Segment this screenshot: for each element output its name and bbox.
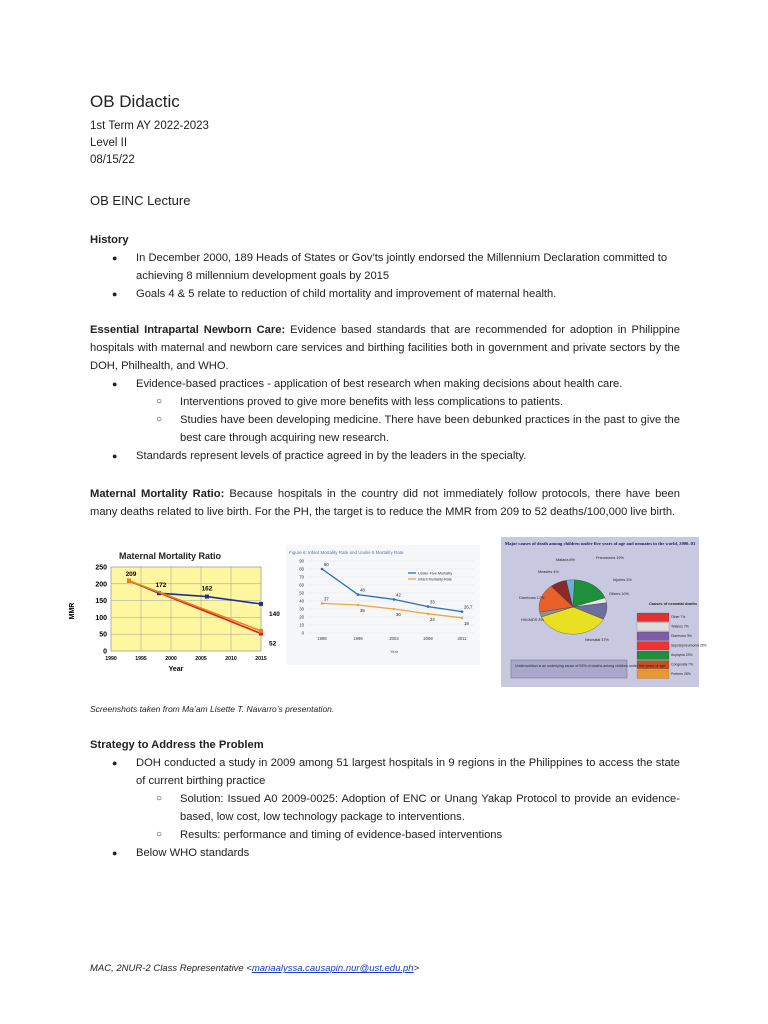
list-item: ● DOH conducted a study in 2009 among 51 largest hospitals in 9 regions in the Philippines to access the state of current birthing practice [112, 757, 680, 787]
data-label: 19 [464, 620, 469, 626]
strategy-heading: Strategy to Address the Problem [90, 739, 264, 751]
data-label: 37 [324, 596, 329, 602]
y-tick-label: 10 [299, 622, 304, 628]
data-label: 209 [125, 570, 137, 578]
side-label: Other 7% [671, 615, 686, 619]
data-point [427, 613, 430, 616]
mmr-chart [66, 545, 280, 675]
level-line: Level II [90, 137, 128, 149]
plot-area [111, 567, 261, 651]
y-tick-label: 80 [299, 566, 304, 572]
causes-of-death-chart [501, 537, 707, 687]
y-tick-label: 60 [299, 582, 304, 588]
data-label: 80 [324, 562, 329, 567]
einc-list-2 [90, 447, 680, 465]
chart-title: Maternal Mortality Ratio [118, 551, 222, 561]
slice-label: Injuries 3% [613, 578, 632, 582]
data-label: 30 [396, 612, 401, 617]
slice-label: Pneumonia 19% [596, 556, 624, 560]
side-label: Congenital 7% [671, 662, 694, 667]
figure-caption: Screenshots taken from Ma’am Lisette T. Navarro’s presentation. [90, 704, 335, 714]
date-line: 08/15/22 [90, 154, 135, 166]
slice-label: Diarrhoea 17% [519, 596, 545, 600]
data-label: 48 [360, 587, 365, 593]
slice-label: Malaria 8% [556, 558, 575, 562]
data-point [357, 604, 360, 607]
data-label: 33 [430, 599, 435, 605]
einc-section [90, 321, 680, 465]
lecture-subtitle: OB EINC Lecture [90, 193, 191, 208]
chart-background [286, 545, 480, 665]
strategy-section [90, 736, 680, 862]
strategy-list [90, 754, 680, 790]
y-tick-label: 40 [299, 598, 304, 604]
document-meta [90, 118, 209, 169]
list-item: ● Below WHO standards [112, 847, 250, 859]
list-item: ● Evidence-based practices - application of best research when making decisions about health care. [112, 378, 623, 390]
chart-title: Major causes of death among children under five years of age and neonates in the world, 2000–03 [504, 541, 696, 546]
data-label: 26.7 [464, 604, 473, 610]
x-axis-label: Year [389, 649, 399, 654]
data-label: 24 [430, 616, 435, 622]
list-item: ● Standards represent levels of practice agreed in by the leaders in the specialty. [112, 450, 527, 462]
slice-label: Neonatal 37% [585, 638, 609, 642]
x-tick-label: 2010 [225, 656, 237, 662]
y-tick-label: 50 [299, 590, 304, 596]
y-tick-label: 20 [299, 614, 304, 620]
data-point [393, 598, 396, 601]
slice-label: HIV/AIDS 3% [521, 618, 544, 622]
x-tick-label: 2000 [165, 656, 177, 662]
mmr-section [90, 485, 680, 521]
x-tick-label: 1990 [105, 656, 117, 662]
data-point [127, 579, 131, 583]
side-label: Asphyxia 23% [671, 653, 693, 657]
y-tick-label: 0 [103, 648, 107, 656]
x-axis-label: Year [168, 666, 184, 673]
x-tick-label: 2011 [457, 636, 467, 641]
chart-title: Figure 6: Infant Mortality Rate and Under-5 Mortality Rate [289, 550, 404, 555]
y-tick-label: 30 [299, 606, 304, 612]
data-point [321, 568, 324, 571]
term-line: 1st Term AY 2022-2023 [90, 120, 209, 132]
data-point [393, 608, 396, 611]
slice-label: Measles 4% [538, 570, 559, 574]
list-item: ○ Results: performance and timing of evidence-based interventions [156, 829, 503, 841]
x-tick-label: 2015 [255, 656, 267, 662]
y-tick-label: 100 [95, 614, 107, 622]
x-tick-label: 1998 [353, 636, 363, 641]
y-axis-label: MMR [69, 602, 76, 620]
history-heading: History [90, 234, 129, 246]
data-point [259, 602, 263, 606]
data-label: 52 [269, 640, 277, 648]
list-item: ● In December 2000, 189 Heads of States or Gov’ts jointly endorsed the Millennium Declaration committed to achieving 8 millennium development goals by 2015 [112, 252, 668, 282]
side-label: Tetanus 7% [671, 624, 689, 629]
side-bar [637, 623, 669, 632]
einc-list [90, 375, 680, 393]
side-bar [637, 651, 669, 660]
side-title: Causes of neonatal deaths [649, 602, 698, 606]
data-label: 172 [155, 582, 167, 590]
side-label: Diarrhoea 3% [671, 634, 692, 638]
einc-paragraph: Essential Intrapartal Newborn Care: Evidence based standards that are recommended for adoption in Philippine hospitals with maternal and newborn care services and birthing facilities both in government and private sectors by the DOH, Philhealth, and WHO. [90, 324, 680, 372]
legend-label: Infant Mortality Rate [418, 577, 452, 582]
x-tick-label: 2008 [423, 636, 433, 641]
x-tick-label: 1998 [317, 636, 327, 641]
data-label: 42 [396, 592, 401, 598]
list-item: ○ Solution: Issued A0 2009-0025: Adoption of ENC or Unang Yakap Protocol to provide an evidence-based, low cost, low technology package to interventions. [156, 793, 680, 823]
x-tick-label: 2005 [195, 656, 207, 662]
side-bar [637, 642, 669, 651]
side-bar [637, 632, 669, 641]
history-section [90, 231, 680, 303]
x-tick-label: 2003 [389, 636, 399, 641]
data-point [205, 595, 209, 599]
side-bar [637, 670, 669, 679]
y-tick-label: 150 [95, 598, 107, 606]
x-tick-label: 1995 [135, 656, 147, 662]
data-point [357, 593, 360, 596]
note-box [511, 660, 627, 678]
mmr-paragraph: Maternal Mortality Ratio: Because hospitals in the country did not immediately follow protocols, there have been many deaths related to live birth. For the PH, the target is to reduce the MMR from 209 to 52 deaths/100,000 live birth. [90, 488, 680, 518]
y-tick-label: 250 [95, 564, 107, 572]
y-tick-label: 90 [299, 558, 304, 564]
footer-email-link[interactable]: mariaalyssa.causapin.nur@ust.edu.ph [251, 963, 414, 974]
slice-label: Others 10% [609, 592, 630, 596]
strategy-list-2 [90, 844, 680, 862]
infant-mortality-chart [286, 545, 480, 665]
data-point [427, 605, 430, 608]
strategy-sublist [90, 790, 680, 844]
page-footer: MAC, 2NUR-2 Class Representative <mariaalyssa.causapin.nur@ust.edu.ph> [90, 963, 420, 974]
data-label: 35 [360, 608, 365, 613]
data-point [461, 617, 464, 620]
side-bar [637, 613, 669, 622]
list-item: ● Goals 4 & 5 relate to reduction of child mortality and improvement of maternal health. [112, 288, 557, 300]
data-label: 162 [201, 585, 213, 593]
y-tick-label: 70 [299, 574, 304, 580]
legend-label: Under-Five Mortality [418, 571, 453, 576]
y-tick-label: 0 [301, 630, 304, 636]
y-tick-label: 50 [99, 631, 107, 639]
list-item: ○ Studies have been developing medicine. There have been debunked practices in the past to give the best care through acquiring new research. [156, 414, 680, 444]
list-item: ○ Interventions proved to give more benefits with less complications to patients. [156, 396, 564, 408]
history-list [90, 249, 680, 303]
data-point [259, 629, 263, 633]
data-point [461, 610, 464, 613]
document-title: OB Didactic [90, 92, 180, 111]
y-tick-label: 200 [95, 581, 107, 589]
einc-sublist [90, 393, 680, 447]
side-label: Preterm 28% [671, 672, 691, 676]
chart-note: Undernutrition is an underlying cause of 53% of deaths among children under five years of age. [515, 664, 667, 668]
side-label: Sepsis/pneumonia 26% [671, 643, 707, 648]
data-label: 140 [269, 610, 280, 618]
data-point [321, 602, 324, 605]
